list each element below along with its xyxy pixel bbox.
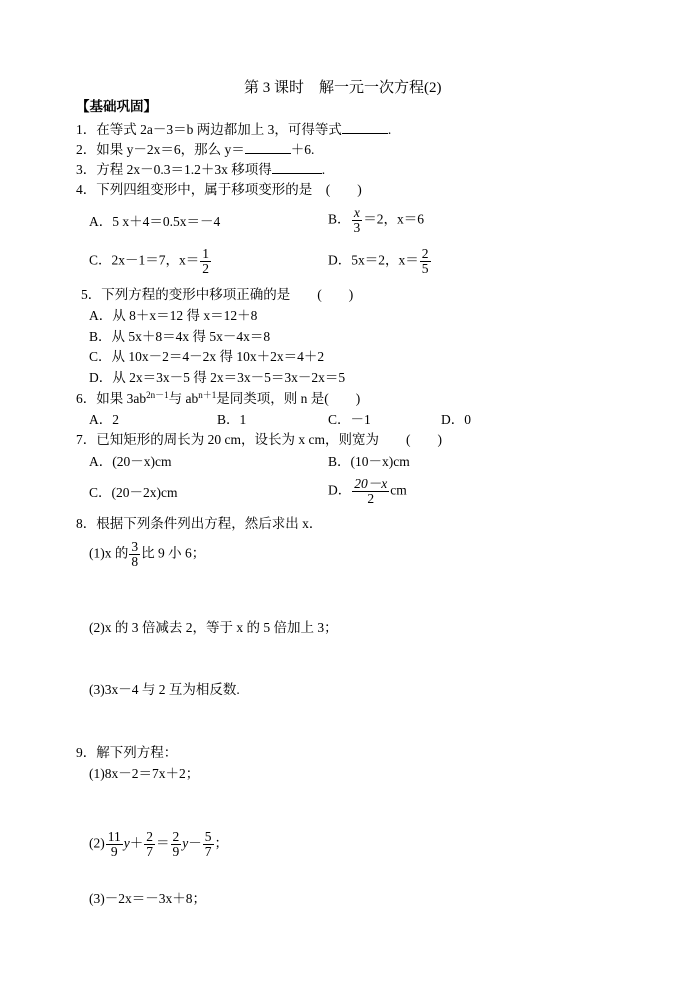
question-4-stem: 4．下列四组变形中，属于移项变形的是 ( ) — [76, 182, 362, 197]
question-5-option-a: A．从 8＋x＝12 得 x＝12＋8 — [89, 308, 258, 323]
fraction-numerator: 2 — [421, 246, 429, 261]
question-2-text: 2．如果 y－2x＝6，那么 y＝ — [76, 142, 245, 157]
question-7-option-a: A．(20－x)cm — [89, 454, 172, 469]
question-4-option-d — [328, 247, 432, 276]
question-6-option-b: B．1 — [217, 412, 247, 427]
fraction-denominator: 8 — [131, 554, 139, 569]
operator: ＋ — [129, 835, 144, 851]
question-8-part-2: (2)x 的 3 倍减去 2，等于 x 的 5 倍加上 3； — [89, 620, 338, 635]
question-2 — [76, 141, 314, 158]
page-title: 第 3 课时 解一元一次方程(2) — [244, 80, 442, 96]
question-7-stem: 7．已知矩形的周长为 20 cm，设长为 x cm，则宽为 ( ) — [76, 432, 442, 447]
question-7-option-c: C．(20－2x)cm — [89, 485, 178, 500]
fraction-denominator: 2 — [202, 261, 210, 276]
question-9-part-3: (3)－2x＝－3x＋8； — [89, 891, 206, 906]
option-text: C．2x－1＝7，x＝ — [89, 252, 200, 268]
question-6-option-c: C．－1 — [328, 412, 371, 427]
question-3 — [76, 161, 325, 178]
variable: y — [182, 835, 189, 851]
fraction — [106, 830, 123, 859]
fraction-denominator: 3 — [353, 220, 361, 235]
question-5-stem: 5．下列方程的变形中移项正确的是 ( ) — [81, 287, 354, 302]
fraction — [203, 830, 214, 859]
exponent: n＋1 — [198, 390, 217, 400]
question-7-option-d — [328, 477, 407, 506]
fraction — [420, 247, 431, 276]
question-1-end: . — [387, 122, 392, 137]
question-6-text: 与 ab — [168, 391, 199, 406]
option-unit: cm — [390, 482, 407, 498]
part-text: (1)x 的 — [89, 545, 129, 561]
fraction-denominator: 9 — [110, 844, 118, 859]
fraction — [144, 830, 155, 859]
question-6-option-d: D．0 — [441, 412, 471, 427]
fraction-numerator: 2 — [172, 829, 180, 844]
fraction — [171, 830, 182, 859]
question-4-option-b — [328, 206, 424, 235]
fraction-numerator: x — [352, 206, 363, 221]
option-text: D．5x＝2，x＝ — [328, 252, 419, 268]
question-5-option-d: D．从 2x＝3x－5 得 2x＝3x－5＝3x－2x＝5 — [89, 370, 346, 385]
question-5-option-c: C．从 10x－2＝4－2x 得 10x＋2x＝4＋2 — [89, 349, 325, 364]
part-label: (2) — [89, 835, 105, 851]
part-text: ； — [214, 835, 228, 851]
exponent: 2n－1 — [146, 390, 169, 400]
variable: y — [123, 835, 130, 851]
fraction-numerator: 2 — [146, 829, 153, 844]
fraction-denominator: 9 — [172, 844, 180, 859]
question-4-option-a: A．5 x＋4＝0.5x＝－4 — [89, 214, 221, 229]
fraction-denominator: 7 — [146, 844, 153, 859]
question-1-text: 1．在等式 2a－3＝b 两边都加上 3，可得等式 — [76, 122, 342, 137]
question-6-text: 6．如果 3ab — [76, 391, 147, 406]
fraction — [352, 206, 363, 235]
fraction-numerator: 1 — [202, 246, 210, 261]
fraction — [200, 247, 211, 276]
fraction-numerator: 11 — [107, 829, 121, 844]
part-text: 比 9 小 6； — [141, 545, 206, 561]
question-8-part-3: (3)3x－4 与 2 互为相反数. — [89, 682, 240, 697]
section-heading: 【基础巩固】 — [76, 99, 157, 114]
question-9-part-1: (1)8x－2＝7x＋2； — [89, 766, 200, 781]
question-3-text: 3．方程 2x－0.3＝1.2＋3x 移项得 — [76, 162, 272, 177]
question-9-part-2 — [89, 830, 228, 859]
answer-blank[interactable] — [272, 161, 322, 174]
fraction — [129, 540, 140, 569]
fraction-numerator: 20－x — [354, 476, 388, 491]
answer-blank[interactable] — [342, 121, 388, 134]
fraction-numerator: 5 — [204, 829, 212, 844]
fraction — [352, 477, 389, 506]
question-8-stem: 8．根据下列条件列出方程，然后求出 x． — [76, 516, 323, 531]
answer-blank[interactable] — [245, 141, 291, 154]
fraction-denominator: 5 — [421, 261, 429, 276]
question-9-stem: 9．解下列方程： — [76, 745, 178, 760]
operator: ＝ — [156, 835, 170, 851]
operator: － — [188, 835, 202, 851]
question-6-text: 是同类项，则 n 是( ) — [216, 391, 361, 406]
question-8-part-1 — [89, 540, 205, 569]
option-letter: B． — [328, 211, 351, 227]
fraction-numerator: 3 — [131, 539, 139, 554]
fraction-denominator: 7 — [204, 844, 212, 859]
question-1 — [76, 121, 391, 138]
option-text: ＝2，x＝6 — [363, 211, 425, 227]
question-2-end: ＋6. — [290, 142, 315, 157]
option-letter: D． — [328, 482, 352, 498]
question-6-stem — [76, 391, 360, 407]
question-7-option-b: B．(10－x)cm — [328, 454, 410, 469]
fraction-denominator: 2 — [367, 491, 375, 506]
question-4-option-c — [89, 247, 212, 276]
question-6-option-a: A．2 — [89, 412, 119, 427]
question-5-option-b: B．从 5x＋8＝4x 得 5x－4x＝8 — [89, 329, 271, 344]
question-3-end: . — [321, 162, 326, 177]
